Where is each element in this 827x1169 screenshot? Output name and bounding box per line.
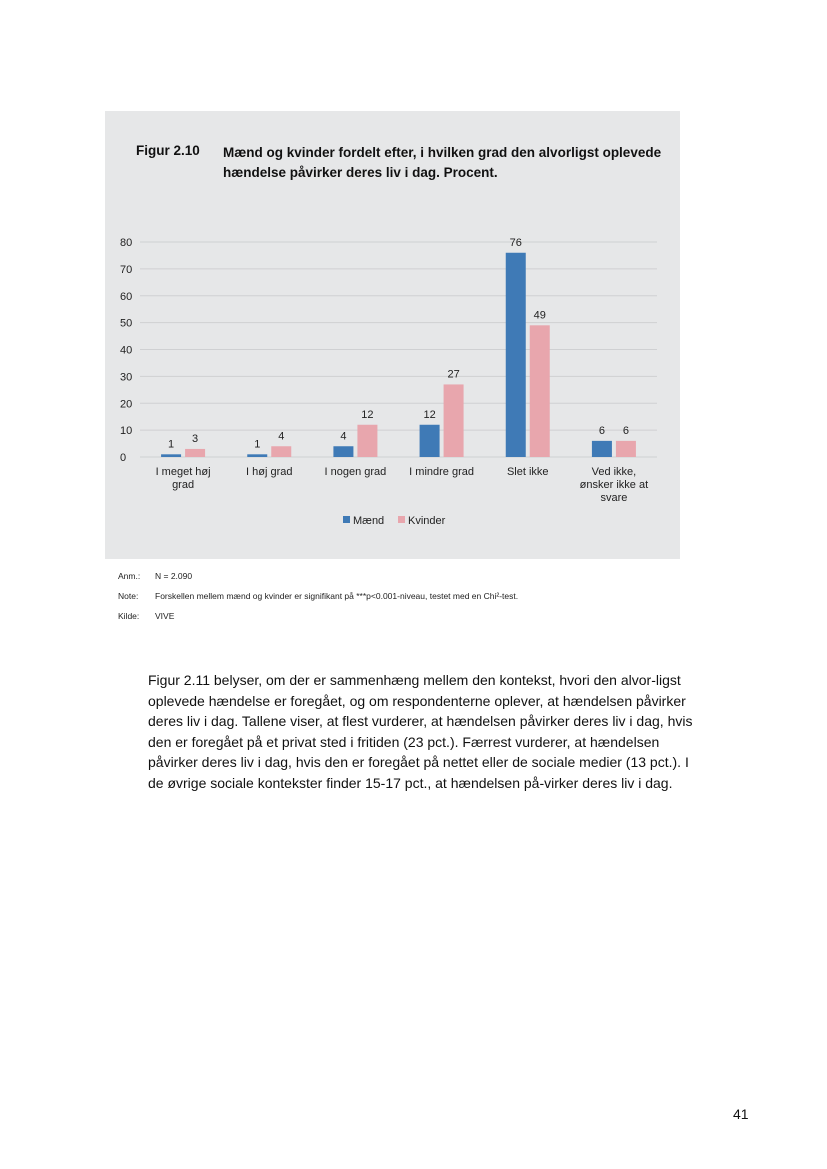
bar-chart [0,0,827,560]
x-tick-label: Slet ikke [506,466,549,478]
bar-kvinder [271,446,291,457]
data-label: 76 [509,236,522,249]
note-key: Note: [118,591,139,601]
data-label: 12 [423,408,436,421]
data-label: 1 [254,438,261,451]
legend-label: Mænd [353,515,385,527]
bar-kvinder [616,441,636,457]
note-key: Kilde: [118,611,140,621]
bar-kvinder [185,449,205,457]
bar-kvinder [357,425,377,457]
page-number: 41 [733,1106,749,1122]
data-label: 6 [622,424,629,437]
note-text: VIVE [155,611,175,621]
figure-title: Mænd og kvinder fordelt efter, i hvilken grad den alvorligst oplevede hændelse påvirker deres liv i dag. Procent. [223,145,662,180]
data-label: 4 [340,430,347,443]
y-tick-label: 0 [120,452,127,464]
x-tick-label: I nogen grad [324,466,387,478]
x-tick-label: I mindre grad [409,466,474,478]
y-tick-label: 10 [120,425,133,438]
data-label: 49 [533,309,546,322]
data-label: 1 [168,438,175,451]
bar-kvinder [530,325,550,457]
bar-kvinder [444,384,464,457]
data-label: 6 [598,424,605,437]
legend-swatch [398,516,405,523]
bar-maend [592,441,612,457]
bar-maend [333,446,353,457]
y-tick-label: 70 [120,263,133,276]
note-anm [118,571,192,581]
note-kilde [118,611,174,621]
x-tick-label: Ved ikke, [591,466,637,478]
body-paragraph: Figur 2.11 belyser, om der er sammenhæng mellem den kontekst, hvori den alvor-ligst oplevede hændelse er foregået, og om respondenterne oplever, at hændelsen påvirker deres liv i dag. Tallene viser, at flest vurderer, at hændelsen påvirker deres liv i dag, hvis den er foregået på et privat sted i fritiden (23 pct.). Færrest vurderer, at hændelsen påvirker deres liv i dag, hvis den er foregået på nettet eller de sociale medier (13 pct.). I de øvrige sociale kontekster finder 15-17 pct., at hændelsen på-virker deres liv i dag. [148,672,693,791]
figure-label: Figur 2.10 [136,143,200,158]
legend-swatch [343,516,350,523]
y-tick-label: 40 [120,344,133,357]
bar-maend [247,454,267,457]
bar-maend [506,253,526,457]
note-note [118,591,518,601]
data-label: 4 [278,430,285,443]
y-tick-label: 50 [120,317,133,330]
x-tick-label: ønsker ikke at [579,479,649,491]
y-tick-label: 80 [120,237,133,249]
data-label: 12 [361,408,374,421]
x-tick-label: svare [600,492,628,504]
y-tick-label: 60 [120,290,133,303]
x-tick-label: I høj grad [246,466,293,478]
x-tick-label: grad [172,479,195,491]
data-label: 3 [192,432,199,445]
note-text: Forskellen mellem mænd og kvinder er signifikant på ***p<0.001-niveau, testet med en Chi²-test. [155,591,519,601]
legend-label: Kvinder [408,515,446,527]
bar-maend [420,425,440,457]
data-label: 27 [447,368,460,381]
note-text: N = 2.090 [155,571,193,581]
y-tick-label: 20 [120,398,133,411]
note-key: Anm.: [118,571,141,581]
x-tick-label: I meget høj [155,466,211,478]
y-tick-label: 30 [120,371,133,384]
bar-maend [161,454,181,457]
